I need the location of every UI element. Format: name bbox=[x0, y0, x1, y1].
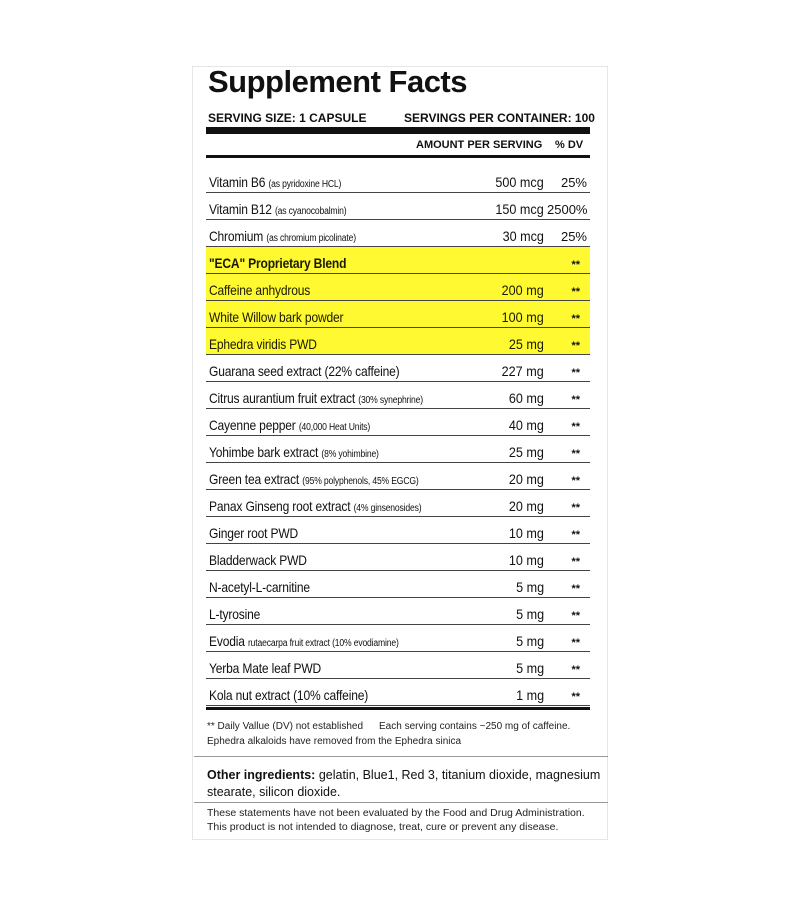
ingredient-label: "ECA" Proprietary Blend bbox=[209, 255, 347, 271]
ingredient-source: (as pyridoxine HCL) bbox=[268, 179, 342, 190]
thick-rule-bottom bbox=[206, 707, 590, 710]
ingredient-label: Ginger root PWD bbox=[209, 525, 299, 541]
ingredient-name bbox=[209, 174, 341, 190]
ingredient-dv: ** bbox=[571, 529, 580, 541]
ingredient-name bbox=[209, 282, 310, 298]
table-row bbox=[206, 355, 590, 382]
ingredient-amount: 5 mg bbox=[515, 606, 544, 622]
caffeine-footnote: Each serving contains ~250 mg of caffeine. bbox=[379, 721, 571, 732]
other-ingredients bbox=[207, 767, 607, 801]
page-title: Supplement Facts bbox=[208, 64, 467, 99]
ingredient-label: Yerba Mate leaf PWD bbox=[209, 660, 322, 676]
ingredient-name bbox=[209, 363, 400, 379]
thick-rule-top bbox=[206, 127, 590, 134]
ingredient-label: Citrus aurantium fruit extract bbox=[209, 390, 356, 406]
ingredient-dv: ** bbox=[571, 340, 580, 352]
ingredient-dv: 25% bbox=[560, 229, 587, 244]
ephedra-footnote: Ephedra alkaloids have removed from the Ephedra sinica bbox=[207, 736, 462, 747]
table-row bbox=[206, 490, 590, 517]
ingredient-amount: 1 mg bbox=[515, 687, 544, 703]
table-row bbox=[206, 328, 590, 355]
ingredient-label: Bladderwack PWD bbox=[209, 552, 307, 568]
ingredient-label: White Willow bark powder bbox=[209, 309, 344, 325]
ingredient-source: (as chromium picolinate) bbox=[266, 233, 356, 244]
dv-header: % DV bbox=[555, 139, 584, 151]
ingredient-amount: 25 mg bbox=[508, 444, 544, 460]
table-row bbox=[206, 679, 590, 706]
ingredient-amount: 500 mcg bbox=[495, 174, 544, 190]
ingredient-dv: ** bbox=[571, 313, 580, 325]
table-row bbox=[206, 652, 590, 679]
table-row bbox=[206, 247, 590, 274]
ingredient-amount: 227 mg bbox=[501, 363, 544, 379]
serving-size: SERVING SIZE: 1 CAPSULE bbox=[208, 111, 367, 125]
ingredient-label: Ephedra viridis PWD bbox=[209, 336, 317, 352]
ingredient-dv: ** bbox=[571, 394, 580, 406]
ingredient-dv: ** bbox=[571, 583, 580, 595]
ingredient-amount: 40 mg bbox=[508, 417, 544, 433]
ingredient-name bbox=[209, 579, 310, 595]
table-row bbox=[206, 463, 590, 490]
ingredient-name bbox=[209, 525, 298, 541]
ingredient-name bbox=[209, 255, 346, 271]
ingredient-amount: 150 mcg bbox=[495, 201, 544, 217]
ingredient-label: Vitamin B6 bbox=[209, 174, 266, 190]
header-rule bbox=[206, 155, 590, 158]
ingredient-label: Vitamin B12 bbox=[209, 201, 272, 217]
fda-disclaimer-line: This product is not intended to diagnose, treat, cure or prevent any disease. bbox=[207, 821, 559, 833]
ingredient-dv: 2500% bbox=[547, 202, 588, 217]
ingredient-amount: 100 mg bbox=[501, 309, 544, 325]
ingredient-dv: ** bbox=[571, 664, 580, 676]
ingredient-dv: ** bbox=[571, 286, 580, 298]
ingredient-label: Yohimbe bark extract bbox=[209, 444, 319, 460]
ingredient-dv: 25% bbox=[560, 175, 587, 190]
ingredient-dv: ** bbox=[571, 556, 580, 568]
fda-disclaimer-line: These statements have not been evaluated by the Food and Drug Administration. bbox=[207, 807, 585, 819]
ingredient-amount: 20 mg bbox=[508, 498, 544, 514]
ingredient-name bbox=[209, 201, 346, 217]
table-row bbox=[206, 166, 590, 193]
ingredient-name bbox=[209, 633, 399, 649]
ingredient-amount: 25 mg bbox=[508, 336, 544, 352]
ingredient-name bbox=[209, 228, 356, 244]
table-row bbox=[206, 220, 590, 247]
ingredient-dv: ** bbox=[571, 259, 580, 271]
ingredient-name bbox=[209, 444, 379, 460]
ingredient-dv: ** bbox=[571, 367, 580, 379]
amount-header: AMOUNT PER SERVING bbox=[416, 139, 543, 151]
ingredient-amount: 5 mg bbox=[515, 633, 544, 649]
divider bbox=[194, 756, 608, 757]
fda-disclaimer bbox=[207, 806, 585, 834]
ingredient-name bbox=[209, 336, 317, 352]
table-row bbox=[206, 274, 590, 301]
ingredient-source: (4% ginsenosides) bbox=[353, 503, 422, 514]
ingredient-dv: ** bbox=[571, 610, 580, 622]
ingredient-name bbox=[209, 687, 368, 703]
ingredient-label: Evodia bbox=[209, 633, 245, 649]
ingredient-amount: 20 mg bbox=[508, 471, 544, 487]
ingredient-amount: 60 mg bbox=[508, 390, 544, 406]
ingredient-dv: ** bbox=[571, 475, 580, 487]
table-row bbox=[206, 571, 590, 598]
table-row bbox=[206, 409, 590, 436]
ingredient-label: Kola nut extract (10% caffeine) bbox=[209, 687, 369, 703]
ingredient-label: L-tyrosine bbox=[209, 606, 261, 622]
ingredient-source: (40,000 Heat Units) bbox=[298, 422, 371, 433]
table-row bbox=[206, 301, 590, 328]
ingredient-name bbox=[209, 417, 370, 433]
table-row bbox=[206, 544, 590, 571]
other-ingredients-label: Other ingredients: bbox=[207, 768, 316, 782]
ingredient-dv: ** bbox=[571, 448, 580, 460]
ingredient-label: Green tea extract bbox=[209, 471, 300, 487]
ingredient-dv: ** bbox=[571, 421, 580, 433]
other-ingredients-text: gelatin, Blue1, Red 3, titanium dioxide, magnesium stearate, silicon dioxide. bbox=[207, 768, 601, 799]
servings-per-container: SERVINGS PER CONTAINER: 100 bbox=[404, 111, 595, 125]
ingredient-label: Caffeine anhydrous bbox=[209, 282, 311, 298]
table-row bbox=[206, 598, 590, 625]
ingredient-amount: 5 mg bbox=[515, 660, 544, 676]
table-row bbox=[206, 436, 590, 463]
divider bbox=[194, 802, 608, 803]
ingredient-name bbox=[209, 498, 421, 514]
ingredient-source: rutaecarpa fruit extract (10% evodiamine) bbox=[247, 638, 399, 649]
ingredient-dv: ** bbox=[571, 691, 580, 703]
table-row bbox=[206, 193, 590, 220]
ingredient-name bbox=[209, 552, 307, 568]
ingredient-label: Chromium bbox=[209, 228, 264, 244]
ingredient-name bbox=[209, 660, 321, 676]
ingredient-amount: 5 mg bbox=[515, 579, 544, 595]
ingredient-amount: 10 mg bbox=[508, 525, 544, 541]
ingredient-label: Panax Ginseng root extract bbox=[209, 498, 351, 514]
ingredient-amount: 200 mg bbox=[501, 282, 544, 298]
ingredient-amount: 30 mcg bbox=[502, 228, 544, 244]
table-row bbox=[206, 625, 590, 652]
ingredient-source: (as cyanocobalmin) bbox=[274, 206, 347, 217]
ingredient-label: Guarana seed extract (22% caffeine) bbox=[209, 363, 400, 379]
ingredient-source: (95% polyphenols, 45% EGCG) bbox=[302, 476, 419, 487]
dv-footnote: ** Daily Vallue (DV) not established bbox=[207, 721, 364, 732]
ingredient-dv: ** bbox=[571, 637, 580, 649]
ingredient-label: Cayenne pepper bbox=[209, 417, 296, 433]
ingredient-source: (8% yohimbine) bbox=[321, 449, 379, 460]
table-row bbox=[206, 382, 590, 409]
ingredient-source: (30% synephrine) bbox=[358, 395, 423, 406]
ingredient-name bbox=[209, 309, 343, 325]
ingredient-label: N-acetyl-L-carnitine bbox=[209, 579, 310, 595]
ingredient-name bbox=[209, 606, 260, 622]
ingredient-name bbox=[209, 390, 423, 406]
ingredient-amount: 10 mg bbox=[508, 552, 544, 568]
ingredient-dv: ** bbox=[571, 502, 580, 514]
table-row bbox=[206, 517, 590, 544]
ingredient-name bbox=[209, 471, 419, 487]
